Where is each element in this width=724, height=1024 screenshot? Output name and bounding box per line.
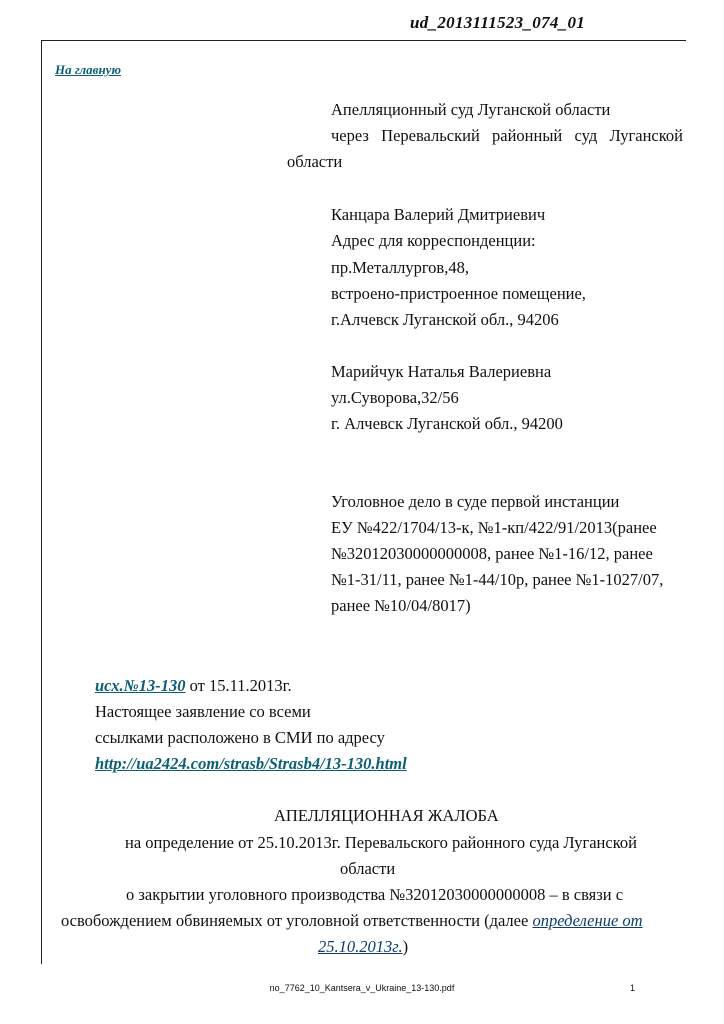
case-line-4: №1-31/11, ранее №1-44/10р, ранее №1-1027/07, (331, 570, 664, 589)
sender2-city: г. Алчевск Луганской обл., 94200 (331, 414, 563, 433)
case-line-3: №32012030000000008, ранее №1-16/12, ранее (331, 544, 653, 563)
home-link[interactable]: На главную (55, 62, 121, 77)
outgoing-url-link[interactable]: http://ua2424.com/strasb/Strasb4/13-130.html (95, 754, 407, 773)
case-line-5: ранее №10/04/8017) (331, 596, 471, 615)
outgoing-ref-date: от 15.11.2013г. (185, 676, 292, 695)
case-line-2: ЕУ №422/1704/13-к, №1-кп/422/91/2013(ранее (331, 518, 657, 537)
footer-page-number: 1 (630, 983, 636, 993)
sender2-street: ул.Суворова,32/56 (331, 388, 459, 407)
document-id: ud_2013111523_074_01 (410, 13, 586, 32)
complaint-subtitle-5 (318, 937, 408, 957)
addressee-court: Апелляционный суд Луганской области (331, 100, 611, 119)
complaint-subtitle-4 (61, 911, 643, 931)
sender1-address-label: Адрес для корреспонденции: (331, 231, 536, 250)
case-line-1: Уголовное дело в суде первой инстанции (331, 492, 620, 511)
page-frame-top (41, 40, 686, 41)
page-frame-left (41, 40, 42, 964)
sender1-name: Канцара Валерий Дмитриевич (331, 205, 546, 224)
outgoing-note-2: ссылками расположено в СМИ по адресу (95, 728, 385, 747)
complaint-heading: АПЕЛЛЯЦИОННАЯ ЖАЛОБА (274, 806, 499, 825)
complaint-subtitle-1: на определение от 25.10.2013г. Перевальского районного суда Луганской (125, 833, 637, 852)
sender1-street: пр.Металлургов,48, (331, 258, 469, 277)
ruling-link-part2[interactable]: 25.10.2013г. (318, 937, 403, 956)
complaint-subtitle-4-text: освобождением обвиняемых от уголовной ответственности (далее (61, 911, 533, 930)
addressee-via (331, 126, 683, 146)
addressee-via-end: области (287, 152, 343, 171)
footer-filename: no_7762_10_Kantsera_v_Ukraine_13-130.pdf (269, 983, 455, 993)
outgoing-ref (95, 676, 292, 696)
complaint-subtitle-5-end: ) (402, 937, 409, 956)
outgoing-url (95, 754, 407, 774)
addressee-via-prefix: через (331, 126, 369, 145)
complaint-subtitle-2: области (340, 859, 396, 878)
complaint-subtitle-3: о закрытии уголовного производства №32012030000000008 – в связи с (126, 885, 624, 904)
outgoing-note-1: Настоящее заявление со всеми (95, 702, 311, 721)
ruling-link-part1[interactable]: определение от (532, 911, 643, 930)
outgoing-ref-link[interactable]: исх.№13-130 (95, 676, 186, 695)
sender2-name: Марийчук Наталья Валериевна (331, 362, 552, 381)
sender1-premises: встроено-пристроенное помещение, (331, 284, 586, 303)
sender1-city: г.Алчевск Луганской обл., 94206 (331, 310, 559, 329)
addressee-via-court: Перевальский районный суд Луганской (381, 126, 683, 145)
